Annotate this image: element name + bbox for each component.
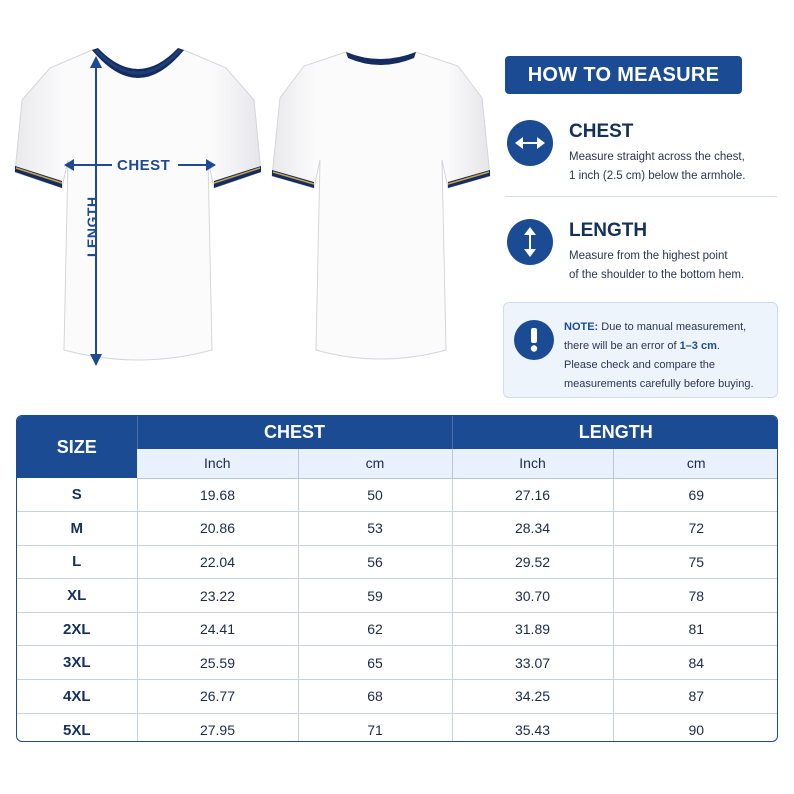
chest-cm-cell: 59 [298,579,452,613]
size-cell: 2XL [17,612,137,646]
table-row [17,612,778,646]
note-text: NOTE: Due to manual measurement, there will be an error of 1–3 cm. Please check and compare the measurements carefully before buying. [564,321,754,390]
chest-inch-cell: 27.95 [137,713,298,742]
table-row [17,478,778,512]
table-row [17,713,778,742]
how-to-measure-title: HOW TO MEASURE [505,56,742,94]
size-cell: 4XL [17,680,137,714]
table-row [17,512,778,546]
length-inch-cell: 28.34 [452,512,613,546]
length-instruction-title: LENGTH [569,220,648,241]
chest-inch-cell: 24.41 [137,612,298,646]
length-cm-cell: 81 [613,612,778,646]
length-header: LENGTH [452,416,778,449]
horizontal-arrow-icon [507,120,553,166]
length-inch-header: Inch [452,449,613,478]
table-row [17,680,778,714]
chest-inch-header: Inch [137,449,298,478]
size-cell: 3XL [17,646,137,680]
size-cell: M [17,512,137,546]
chest-cm-cell: 53 [298,512,452,546]
length-inch-cell: 35.43 [452,713,613,742]
length-cm-cell: 69 [613,478,778,512]
chest-instruction-title: CHEST [569,121,634,142]
length-cm-cell: 75 [613,545,778,579]
chest-header: CHEST [137,416,452,449]
length-inch-cell: 29.52 [452,545,613,579]
size-cell: XL [17,579,137,613]
exclamation-icon [514,320,554,360]
chest-cm-cell: 62 [298,612,452,646]
shirt-back-image [268,40,493,375]
table-row [17,646,778,680]
chest-inch-cell: 23.22 [137,579,298,613]
chest-inch-cell: 19.68 [137,478,298,512]
size-header: SIZE [17,416,137,478]
chest-instruction-text: Measure straight across the chest, 1 inch (2.5 cm) below the armhole. [569,151,746,182]
chest-measure-label: CHEST [117,157,171,174]
chest-inch-cell: 20.86 [137,512,298,546]
chest-cm-cell: 50 [298,478,452,512]
chest-inch-cell: 22.04 [137,545,298,579]
size-cell: L [17,545,137,579]
vertical-arrow-icon [507,219,553,265]
length-cm-cell: 78 [613,579,778,613]
length-cm-cell: 72 [613,512,778,546]
length-inch-cell: 33.07 [452,646,613,680]
size-cell: S [17,478,137,512]
size-chart-table [16,415,778,742]
length-inch-cell: 30.70 [452,579,613,613]
length-cm-header: cm [613,449,778,478]
chest-inch-cell: 26.77 [137,680,298,714]
chest-cm-cell: 68 [298,680,452,714]
length-cm-cell: 84 [613,646,778,680]
length-inch-cell: 27.16 [452,478,613,512]
chest-cm-cell: 71 [298,713,452,742]
chest-cm-cell: 65 [298,646,452,680]
table-row [17,579,778,613]
chest-cm-header: cm [298,449,452,478]
shirt-front-image [10,40,265,375]
length-instruction-text: Measure from the highest point of the shoulder to the bottom hem. [569,250,745,281]
length-cm-cell: 90 [688,722,705,739]
size-cell: 5XL [17,713,137,742]
chest-inch-cell: 25.59 [137,646,298,680]
chest-cm-cell: 56 [298,545,452,579]
length-inch-cell: 31.89 [452,612,613,646]
length-measure-label: LENGTH [84,196,100,257]
length-cm-cell: 87 [613,680,778,714]
table-row [17,545,778,579]
length-inch-cell: 34.25 [452,680,613,714]
divider [505,196,777,197]
note-box [503,302,778,398]
